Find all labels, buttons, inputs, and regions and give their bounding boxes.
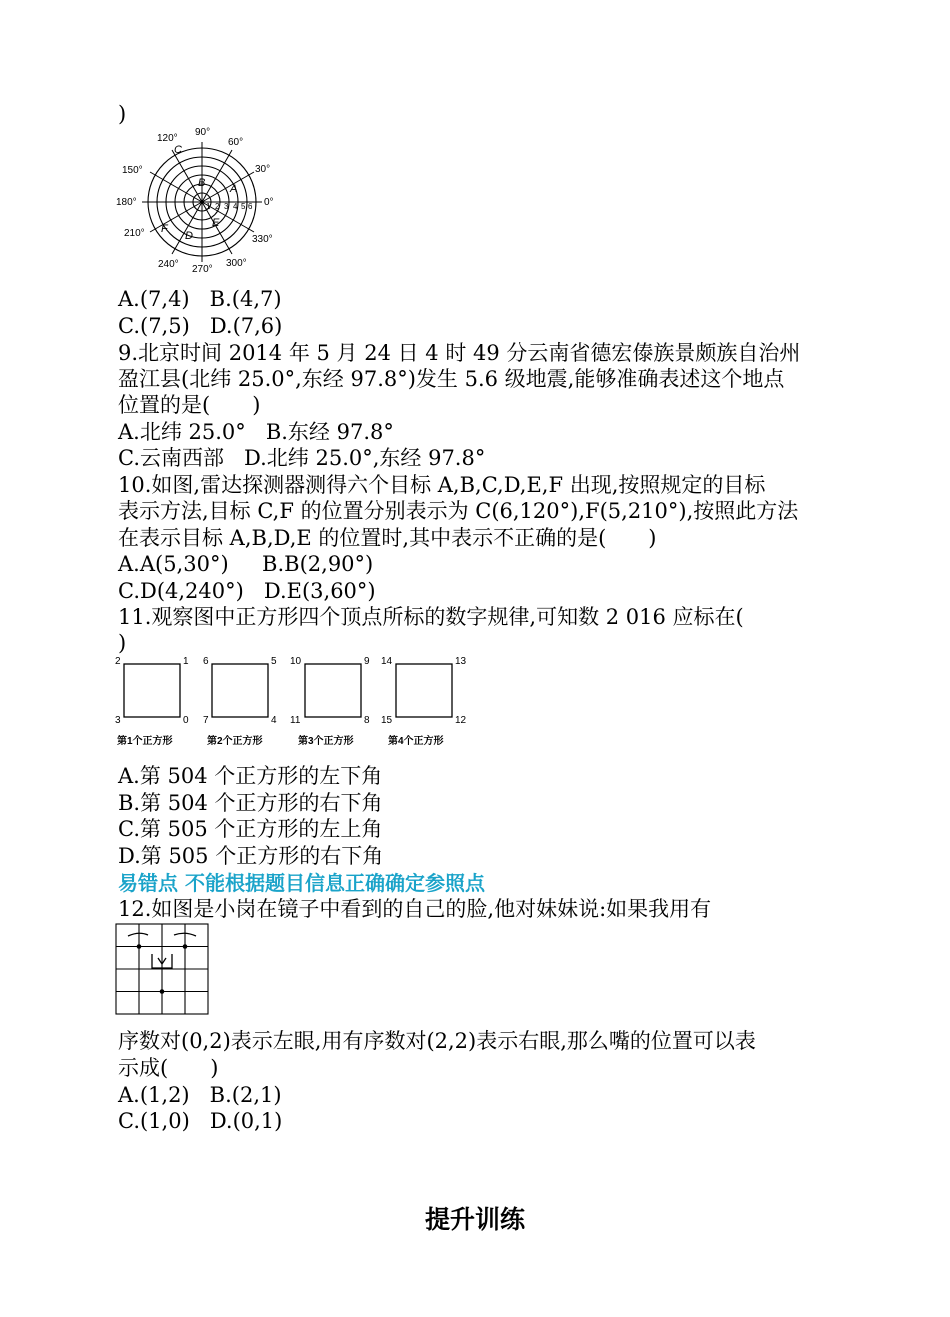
ring-label-4: 4 (233, 202, 238, 211)
section-heading: 提升训练 (424, 1205, 525, 1234)
angle-label-210: 210° (124, 228, 145, 239)
q9-option-b: B.东经 97.8° (265, 420, 394, 444)
point-label-f: F (161, 223, 168, 235)
q11-option-d: D.第 505 个正方形的右下角 (118, 844, 384, 868)
q12-options-row-1 (118, 1082, 282, 1108)
q9-line-3: 位置的是( ) (118, 393, 261, 417)
q10-options-row-2 (118, 578, 376, 604)
angle-label-90: 90° (195, 127, 211, 138)
square-3-caption: 第3个正方形 (298, 736, 354, 747)
q11-option-b: B.第 504 个正方形的右下角 (118, 791, 383, 815)
q10-options-row-1 (118, 551, 373, 577)
q8-options-row-2 (118, 313, 282, 339)
square-1-bottom-left: 3 (115, 715, 121, 726)
q9-line-1: 9.北京时间 2014 年 5 月 24 日 4 时 49 分云南省德宏傣族景颇族自治州 (118, 341, 801, 365)
q10-line-2: 表示方法,目标 C,F 的位置分别表示为 C(6,120°),F(5,210°),按照此方法 (118, 499, 799, 523)
squares-diagram (112, 652, 472, 752)
point-label-e: E (212, 217, 220, 229)
angle-label-150: 150° (122, 165, 143, 176)
square-1-top-left: 2 (115, 656, 121, 667)
q10-option-c: C.D(4,240°) (118, 579, 244, 603)
q11-line-1: 11.观察图中正方形四个顶点所标的数字规律,可知数 2 016 应标在( (118, 605, 744, 629)
q8-option-a: A.(7,4) (118, 287, 190, 311)
square-4-top-left: 14 (381, 656, 393, 667)
angle-label-60: 60° (228, 137, 244, 148)
q10-line-3: 在表示目标 A,B,D,E 的位置时,其中表示不正确的是( ) (118, 526, 657, 550)
q11-option-c: C.第 505 个正方形的左上角 (118, 817, 383, 841)
polar-radar-diagram (112, 124, 282, 274)
q9-option-c: C.云南西部 (118, 446, 224, 470)
q12-option-a: A.(1,2) (118, 1083, 190, 1107)
q10-option-b: B.B(2,90°) (262, 552, 374, 576)
q9-option-d: D.北纬 25.0°,东经 97.8° (244, 446, 486, 470)
left-eye-dot (137, 944, 142, 949)
q8-option-d: D.(7,6) (209, 314, 283, 338)
angle-label-180: 180° (116, 197, 137, 208)
square-2-bottom-right: 4 (271, 715, 277, 726)
square-2-bottom-left: 7 (203, 715, 209, 726)
q8-paren-close: ) (118, 102, 127, 126)
ring-label-5: 5 (241, 202, 246, 211)
square-1-bottom-right: 0 (183, 715, 189, 726)
angle-label-270: 270° (192, 264, 213, 274)
ring-label-6: 6 (248, 202, 253, 211)
q10-option-a: A.A(5,30°) (118, 552, 229, 576)
q10-line-1: 10.如图,雷达探测器测得六个目标 A,B,C,D,E,F 出现,按照规定的目标 (118, 473, 766, 497)
q11-line-2: ) (118, 631, 127, 655)
q8-options-row-1 (118, 286, 282, 312)
square-4-caption: 第4个正方形 (388, 736, 444, 747)
q10-option-d: D.E(3,60°) (263, 579, 376, 603)
point-label-b: B (198, 177, 206, 189)
q11-option-a: A.第 504 个正方形的左下角 (118, 764, 383, 788)
q12-option-b: B.(2,1) (209, 1083, 282, 1107)
square-3-top-right: 9 (364, 656, 370, 667)
q12-option-d: D.(0,1) (209, 1109, 283, 1133)
square-1-caption: 第1个正方形 (117, 736, 173, 747)
q9-line-2: 盈江县(北纬 25.0°,东经 97.8°)发生 5.6 级地震,能够准确表述这个地点 (118, 367, 785, 391)
mouth-dot (160, 989, 165, 994)
q12-line-2: 序数对(0,2)表示左眼,用有序数对(2,2)表示右眼,那么嘴的位置可以表 (118, 1029, 756, 1053)
angle-label-0: 0° (264, 197, 274, 208)
q12-option-c: C.(1,0) (118, 1109, 190, 1133)
q9-options-row-1 (118, 419, 394, 445)
error-point-heading: 易错点 不能根据题目信息正确确定参照点 (118, 871, 485, 895)
mirror-face-grid (114, 922, 210, 1016)
point-label-a: A (230, 183, 238, 195)
square-2-top-left: 6 (203, 656, 209, 667)
angle-label-300: 300° (226, 258, 247, 269)
ring-label-1: 1 (206, 202, 211, 211)
q8-option-c: C.(7,5) (118, 314, 190, 338)
angle-label-240: 240° (158, 259, 179, 270)
ring-label-3: 3 (224, 202, 229, 211)
square-4-top-right: 13 (455, 656, 467, 667)
square-4-bottom-left: 15 (381, 715, 393, 726)
q12-line-3: 示成( ) (118, 1056, 219, 1080)
square-3-top-left: 10 (290, 656, 302, 667)
point-label-c: C (174, 144, 182, 156)
q8-option-b: B.(4,7) (209, 287, 282, 311)
right-eye-dot (183, 944, 188, 949)
q12-options-row-2 (118, 1108, 282, 1134)
q9-option-a: A.北纬 25.0° (118, 420, 246, 444)
angle-label-330: 330° (252, 234, 273, 245)
q12-line-1: 12.如图是小岗在镜子中看到的自己的脸,他对妹妹说:如果我用有 (118, 897, 712, 921)
q9-options-row-2 (118, 445, 485, 471)
ring-label-2: 2 (215, 202, 220, 211)
square-3-bottom-right: 8 (364, 715, 370, 726)
square-2-caption: 第2个正方形 (207, 736, 263, 747)
square-1-top-right: 1 (183, 656, 189, 667)
square-4-bottom-right: 12 (455, 715, 467, 726)
square-2-top-right: 5 (271, 656, 277, 667)
point-label-d: D (185, 230, 193, 242)
angle-label-120: 120° (157, 133, 178, 144)
angle-label-30: 30° (255, 164, 271, 175)
square-3-bottom-left: 11 (290, 715, 301, 726)
